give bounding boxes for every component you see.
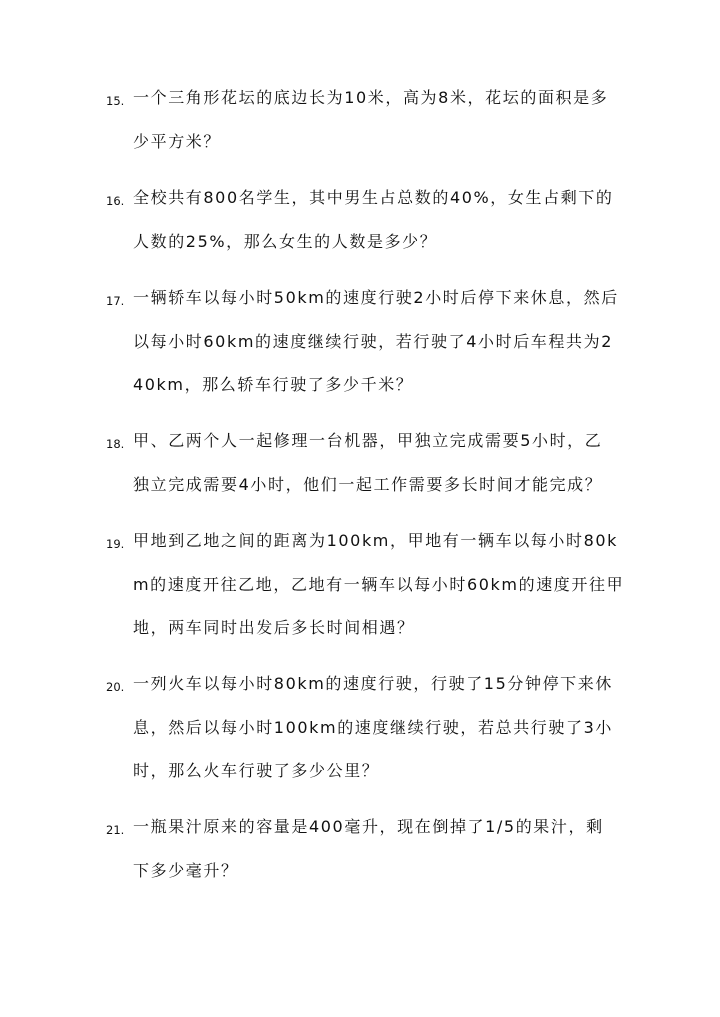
problem-number: 21.: [106, 823, 125, 837]
problem-text-line: 一辆轿车以每小时50km的速度行驶2小时后停下来休息，然后: [133, 288, 619, 307]
problem-text-line: 甲、乙两个人一起修理一台机器，甲独立完成需要5小时，乙: [133, 431, 603, 450]
problem-number: 20.: [106, 680, 125, 694]
problem-number: 15.: [106, 94, 125, 108]
problem-number: 17.: [106, 294, 125, 308]
problem-text-line: 地，两车同时出发后多长时间相遇？: [133, 618, 415, 637]
problem-text-line: 全校共有800名学生，其中男生占总数的40%，女生占剩下的: [133, 188, 614, 207]
problem-text-line: 下多少毫升？: [133, 861, 239, 880]
problem-text-line: 以每小时60km的速度继续行驶，若行驶了4小时后车程共为2: [133, 332, 613, 351]
problem-number: 18.: [106, 437, 125, 451]
problem-text-line: 一瓶果汁原来的容量是400毫升，现在倒掉了1/5的果汁，剩: [133, 817, 604, 836]
problem-text-line: 一列火车以每小时80km的速度行驶，行驶了15分钟停下来休: [133, 674, 613, 693]
problem-number: 16.: [106, 194, 125, 208]
problem-text-line: 一个三角形花坛的底边长为10米，高为8米，花坛的面积是多: [133, 88, 609, 107]
problem-text-line: 40km，那么轿车行驶了多少千米？: [133, 375, 414, 394]
problem-text-line: 息，然后以每小时100km的速度继续行驶，若总共行驶了3小: [133, 718, 613, 737]
problem-text-line: m的速度开往乙地，乙地有一辆车以每小时60km的速度开往甲: [133, 575, 625, 594]
problem-number: 19.: [106, 537, 125, 551]
problem-text-line: 甲地到乙地之间的距离为100km，甲地有一辆车以每小时80k: [133, 531, 619, 550]
problem-text-line: 独立完成需要4小时，他们一起工作需要多长时间才能完成？: [133, 475, 603, 494]
problem-text-line: 时，那么火车行驶了多少公里？: [133, 761, 380, 780]
problem-text-line: 少平方米？: [133, 132, 222, 151]
problem-text-line: 人数的25%，那么女生的人数是多少？: [133, 232, 438, 251]
